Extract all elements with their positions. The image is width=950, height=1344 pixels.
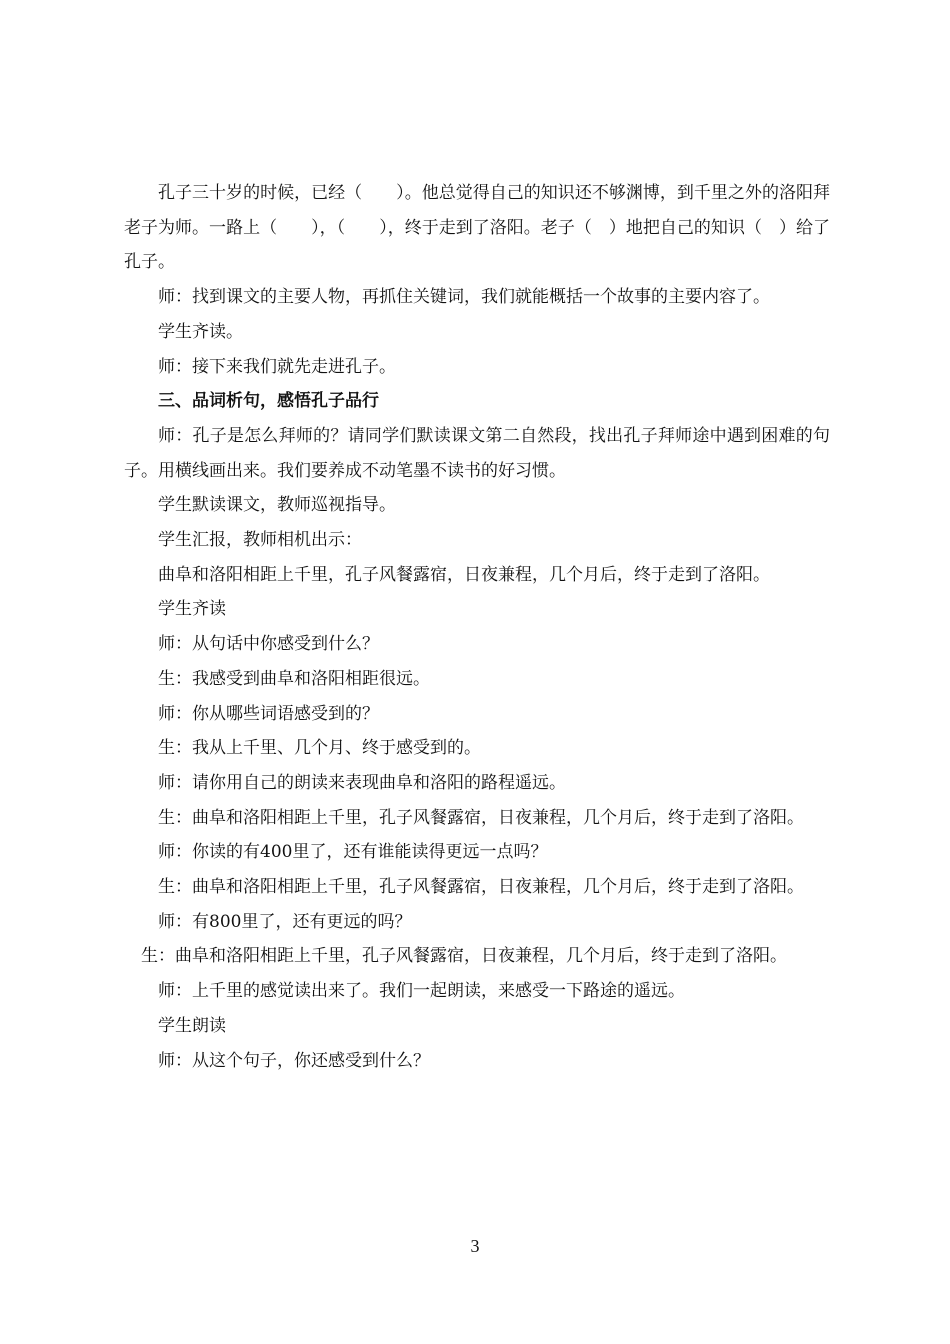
paragraph: 师：上千里的感觉读出来了。我们一起朗读，来感受一下路途的遥远。 xyxy=(158,981,685,1002)
paragraph: 师：从这个句子，你还感受到什么？ xyxy=(158,1050,430,1071)
section-heading: 三、品词析句，感悟孔子品行 xyxy=(158,391,379,412)
paragraph: 师：有800里了，还有更远的吗？ xyxy=(158,911,412,932)
paragraph: 师：你读的有400里了，还有谁能读得更远一点吗？ xyxy=(158,842,548,863)
paragraph: 生：曲阜和洛阳相距上千里，孔子风餐露宿，日夜兼程，几个月后，终于走到了洛阳。 xyxy=(141,946,787,967)
paragraph: 曲阜和洛阳相距上千里，孔子风餐露宿，日夜兼程，几个月后，终于走到了洛阳。 xyxy=(158,564,770,585)
paragraph: 生：曲阜和洛阳相距上千里，孔子风餐露宿，日夜兼程，几个月后，终于走到了洛阳。 xyxy=(158,807,804,828)
paragraph: 学生齐读 xyxy=(158,599,226,620)
paragraph: 师：请你用自己的朗读来表现曲阜和洛阳的路程遥远。 xyxy=(158,772,566,793)
paragraph: 学生齐读。 xyxy=(158,321,243,342)
paragraph: 生：我从上千里、几个月、终于感受到的。 xyxy=(158,738,481,759)
paragraph: 师：从句话中你感受到什么？ xyxy=(158,634,379,655)
paragraph: 师：找到课文的主要人物，再抓住关键词，我们就能概括一个故事的主要内容了。 xyxy=(158,287,770,308)
paragraph: 生：我感受到曲阜和洛阳相距很远。 xyxy=(158,668,430,689)
paragraph: 师：接下来我们就先走进孔子。 xyxy=(158,356,396,377)
page-number: 3 xyxy=(470,1236,480,1256)
paragraph: 师：你从哪些词语感受到的？ xyxy=(158,703,379,724)
paragraph: 学生朗读 xyxy=(158,1015,226,1036)
paragraph: 孔子三十岁的时候，已经（ ）。他总觉得自己的知识还不够渊博，到千里之外的洛阳拜老子为师。一路上（ ），（ ），终于走到了洛阳。老子（ ）地把自己的知识（ ）给了孔子。 xyxy=(124,183,830,273)
paragraph: 学生汇报，教师相机出示： xyxy=(158,530,362,551)
paragraph: 师：孔子是怎么拜师的？请同学们默读课文第二自然段，找出孔子拜师途中遇到困难的句子。用横线画出来。我们要养成不动笔墨不读书的好习惯。 xyxy=(124,425,830,481)
paragraph: 学生默读课文，教师巡视指导。 xyxy=(158,495,396,516)
document-body xyxy=(124,176,830,1078)
paragraph: 生：曲阜和洛阳相距上千里，孔子风餐露宿，日夜兼程，几个月后，终于走到了洛阳。 xyxy=(158,877,804,898)
